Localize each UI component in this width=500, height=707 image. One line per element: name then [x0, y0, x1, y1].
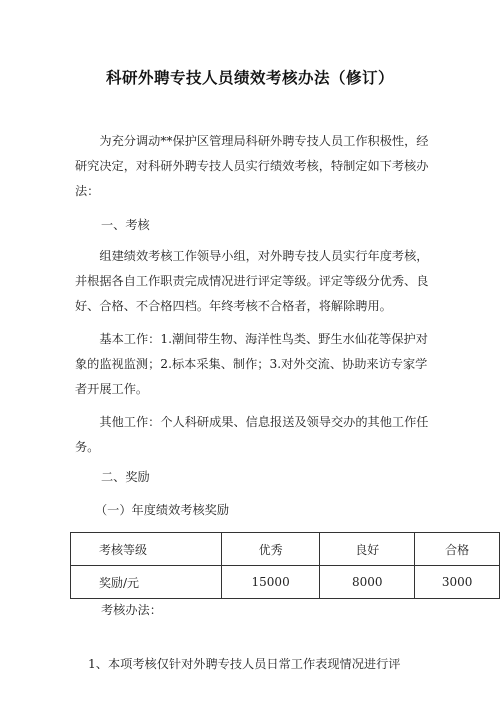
subsection-heading-annual-reward: （一）年度绩效考核奖励 — [95, 503, 230, 517]
method-item-1: 1、本项考核仅针对外聘专技人员日常工作表现情况进行评 — [88, 657, 401, 671]
table-row — [71, 533, 500, 566]
section-heading-reward: 二、奖励 — [101, 470, 150, 484]
table-cell: 15000 — [222, 566, 320, 599]
table-header-cell: 考核等级 — [71, 533, 222, 566]
section-heading-assessment: 一、考核 — [101, 218, 150, 232]
table-cell: 8000 — [320, 566, 415, 599]
intro-paragraph: 为充分调动**保护区管理局科研外聘专技人员工作积极性，经研究决定，对科研外聘专技人员实行绩效考核，特制定如下考核办法： — [75, 134, 429, 198]
table-row — [71, 566, 500, 599]
document-title: 科研外聘专技人员绩效考核办法（修订） — [105, 69, 394, 87]
table-header-cell: 优秀 — [222, 533, 320, 566]
other-work-paragraph: 其他工作：个人科研成果、信息报送及领导交办的其他工作任务。 — [75, 415, 429, 454]
assessment-paragraph: 组建绩效考核工作领导小组，对外聘专技人员实行年度考核，并根据各自工作职责完成情况进行评定等级。评定等级分优秀、良好、合格、不合格四档。年终考核不合格者，将解除聘用。 — [75, 249, 429, 313]
table-cell: 奖励/元 — [71, 566, 222, 599]
method-heading: 考核办法： — [101, 603, 162, 617]
basic-work-paragraph: 基本工作：1.潮间带生物、海洋性鸟类、野生水仙花等保护对象的监视监测；2.标本采集、制作；3.对外交流、协助来访专家学者开展工作。 — [75, 332, 428, 396]
table-header-cell: 合格 — [415, 533, 500, 566]
reward-table — [70, 532, 500, 599]
table-cell: 3000 — [415, 566, 500, 599]
table-header-cell: 良好 — [320, 533, 415, 566]
